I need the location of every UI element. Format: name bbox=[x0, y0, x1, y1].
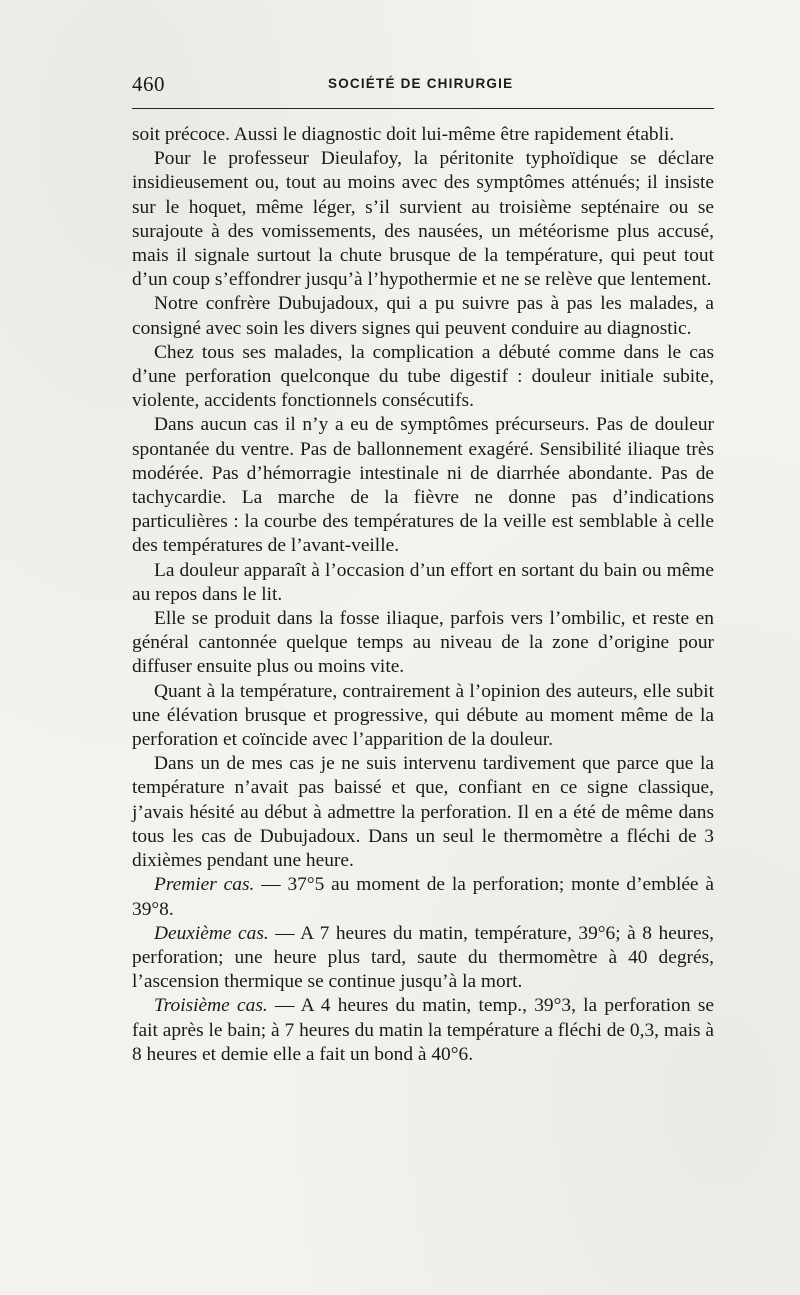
case-paragraph bbox=[132, 873, 714, 921]
running-head: SOCIÉTÉ DE CHIRURGIE bbox=[328, 76, 514, 91]
paragraph: Notre confrère Dubujadoux, qui a pu suivre pas à pas les malades, a consigné avec soin les divers signes qui peuvent conduire au diagnostic. bbox=[132, 293, 714, 339]
paragraph: Quant à la température, contrairement à l’opinion des auteurs, elle subit une élévation brusque et progressive, qui débute au moment même de la perforation et coïncide avec l’apparition de la douleur. bbox=[132, 680, 714, 751]
body-text bbox=[132, 123, 714, 1067]
case-text: — A 4 heures du matin, temp., 39°3, la perforation se fait après le bain; à 7 heures du matin la température a fléchi de 0,3, mais à 8 heures et demie elle a fait un bond à 40°6. bbox=[132, 995, 714, 1065]
paragraph: soit précoce. Aussi le diagnostic doit lui-même être rapidement établi. bbox=[132, 124, 675, 145]
header-rule bbox=[132, 108, 714, 109]
paragraph: Elle se produit dans la fosse iliaque, parfois vers l’ombilic, et reste en général cantonnée quelque temps au niveau de la zone d’origine pour diffuser ensuite plus ou moins vite. bbox=[132, 608, 714, 678]
paragraph: Chez tous ses malades, la complication a débuté comme dans le cas d’une perforation quelconque du tube digestif : douleur initiale subite, violente, accidents fonctionnels consécutifs. bbox=[132, 341, 714, 412]
case-text: — A 7 heures du matin, température, 39°6; à 8 heures, perforation; une heure plus tard, saute du thermomètre à 40 degrés, l’ascension thermique se continue jusqu’à la mort. bbox=[132, 922, 714, 993]
page-number: 460 bbox=[132, 72, 165, 96]
page-header bbox=[132, 72, 714, 102]
paragraph: Dans aucun cas il n’y a eu de symptômes précurseurs. Pas de douleur spontanée du ventre. Pas de ballonnement exagéré. Sensibilité iliaque très modérée. Pas d’hémorragie intestinale ni de diarrhée abondante. Pas de tachycardie. La marche de la fièvre ne donne pas d’indications particulières : la courbe des températures de la veille est semblable à celle des températures de l’avant-veille. bbox=[132, 414, 714, 557]
paragraph: La douleur apparaît à l’occasion d’un effort en sortant du bain ou même au repos dans le lit. bbox=[132, 559, 714, 605]
case-label: Troisième cas. bbox=[154, 995, 268, 1017]
case-label: Deuxième cas. bbox=[154, 922, 269, 944]
case-label: Premier cas. bbox=[154, 874, 255, 896]
case-paragraph bbox=[132, 994, 714, 1067]
case-paragraph bbox=[132, 922, 714, 995]
case-text: — 37°5 au moment de la perforation; monte d’emblée à 39°8. bbox=[132, 874, 714, 920]
paragraph: Pour le professeur Dieulafoy, la péritonite typhoïdique se déclare insidieusement ou, tout au moins avec des symptômes atténués; il insiste sur le hoquet, même léger, s’il survient au troisième septénaire ou se surajoute à des vomissements, des nausées, un météorisme plus accusé, mais il signale surtout la chute brusque de la température, qui peut tout d’un coup s’effondrer jusqu’à l’hypothermie et ne se relève que lentement. bbox=[132, 148, 714, 291]
paragraph: Dans un de mes cas je ne suis intervenu tardivement que parce que la température n’avait pas baissé et que, confiant en ce signe classique, j’avais hésité au début à admettre la perforation. Il en a été de même dans tous les cas de Dubujadoux. Dans un seul le thermomètre a fléchi de 3 dixièmes pendant une heure. bbox=[132, 753, 714, 872]
